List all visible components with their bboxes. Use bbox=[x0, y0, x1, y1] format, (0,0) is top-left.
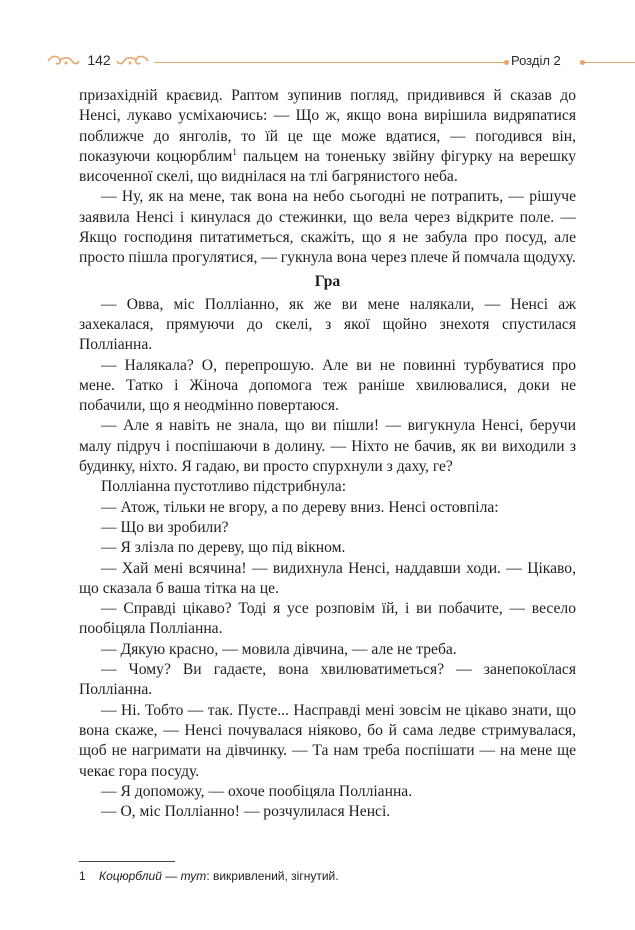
paragraph: — Хай мені всячина! — видихнула Ненсі, наддавши ходи. — Цікаво, що сказала б ваша тітка на це. bbox=[79, 559, 576, 597]
ornament-right-icon bbox=[116, 54, 150, 68]
footnote-mark: 1 bbox=[79, 869, 86, 883]
paragraph: — Налякала? О, перепрошую. Але ви не повинні турбуватися про мене. Татко і Жіноча допомога теж раніше хвилювалися, доки не побачили, що я неодмінно повертаюся. bbox=[79, 356, 576, 415]
section-label: Розділ 2 bbox=[511, 53, 561, 68]
header-rule bbox=[154, 62, 504, 63]
footnote-qualifier: тут bbox=[180, 869, 207, 883]
paragraph: — Чому? Ви гадаєте, вона хвилюватиметься? — занепокоїлася Полліанна. bbox=[79, 661, 576, 699]
footnote-term: Коцюрблий bbox=[99, 869, 162, 883]
header-rule bbox=[585, 62, 635, 63]
footnote-rule bbox=[79, 861, 175, 862]
paragraph: — Але я навіть не знала, що ви пішли! — вигукнула Ненсі, беручи малу підруч і поспішаючи в долину. — Ніхто не бачив, як ви виходили з будинку, ніхто. Я гадаю, ви просто спурхнули з даху, ге? bbox=[79, 417, 576, 476]
paragraph: — Атож, тільки не вгору, а по дереву вниз. Ненсі остовпіла: bbox=[101, 498, 499, 516]
footnote-reference: 1 bbox=[232, 146, 237, 157]
ornament-left-icon bbox=[46, 54, 80, 68]
paragraph: — Справді цікаво? Тоді я усе розповім їй, і ви побачите, — весело пообіцяла Полліанна. bbox=[79, 600, 576, 638]
paragraph: — Я злізла по дереву, що під вікном. bbox=[101, 539, 346, 557]
paragraph: — О, міс Полліанно! — розчулилася Ненсі. bbox=[101, 803, 391, 821]
paragraph: призахідній краєвид. Раптом зупинив погляд, придивився й сказав до Ненсі, лукаво усміхаючись: — Що ж, якщо вона вирішила видряпатися поближче до янголів, то їй це ще може вдатися, — погодився він, показуючи коцюрблим$^1$ пальцем на тоненьку звійну фігурку на верешку височенної скелі, що виднілася на тлі багрянистого неба. bbox=[79, 87, 576, 186]
body-text bbox=[79, 86, 576, 822]
paragraph: — Овва, міс Полліанно, як же ви мене налякали, — Ненсі аж захекалася, прямуючи до скелі, з якої щойно знехотя спустилася Полліанна. bbox=[79, 295, 576, 354]
paragraph: Полліанна пустотливо підстрибнула: bbox=[101, 478, 347, 496]
paragraph: — Я допоможу, — охоче пообіцяла Полліанна. bbox=[101, 782, 413, 800]
paragraph: — Ну, як на мене, так вона на небо сьогодні не потрапить, — рішуче заявила Ненсі і кинулася до стежинки, що вела через відкрите поле. — Якщо господиня питатиметься, скажіть, що я не забула про посуд, але просто пішла прогулятися, — гукнула вона через плече й помчала щодуху. bbox=[79, 188, 576, 267]
paragraph: — Дякую красно, — мовила дівчина, — але не треба. bbox=[101, 640, 457, 658]
header-rule-dot bbox=[504, 60, 509, 65]
paragraph: — Ні. Тобто — так. Пусте... Насправді мені зовсім не цікаво знати, що вона скаже, — Ненсі почувалася ніяково, бо й сама ледве стримувалася, щоб не нагримати на дівчинку. — Та нам треба поспішати — на мене ще чекає гора посуду. bbox=[79, 701, 576, 780]
footnote: 1 Коцюрблий — тут: викривлений, зігнутий. bbox=[79, 869, 339, 883]
footnote-definition: : викривлений, зігнутий. bbox=[206, 869, 339, 883]
section-title: Гра bbox=[314, 272, 341, 290]
paragraph: — Що ви зробили? bbox=[101, 518, 229, 536]
page-number: 142 bbox=[87, 52, 111, 68]
page-header bbox=[0, 50, 635, 78]
